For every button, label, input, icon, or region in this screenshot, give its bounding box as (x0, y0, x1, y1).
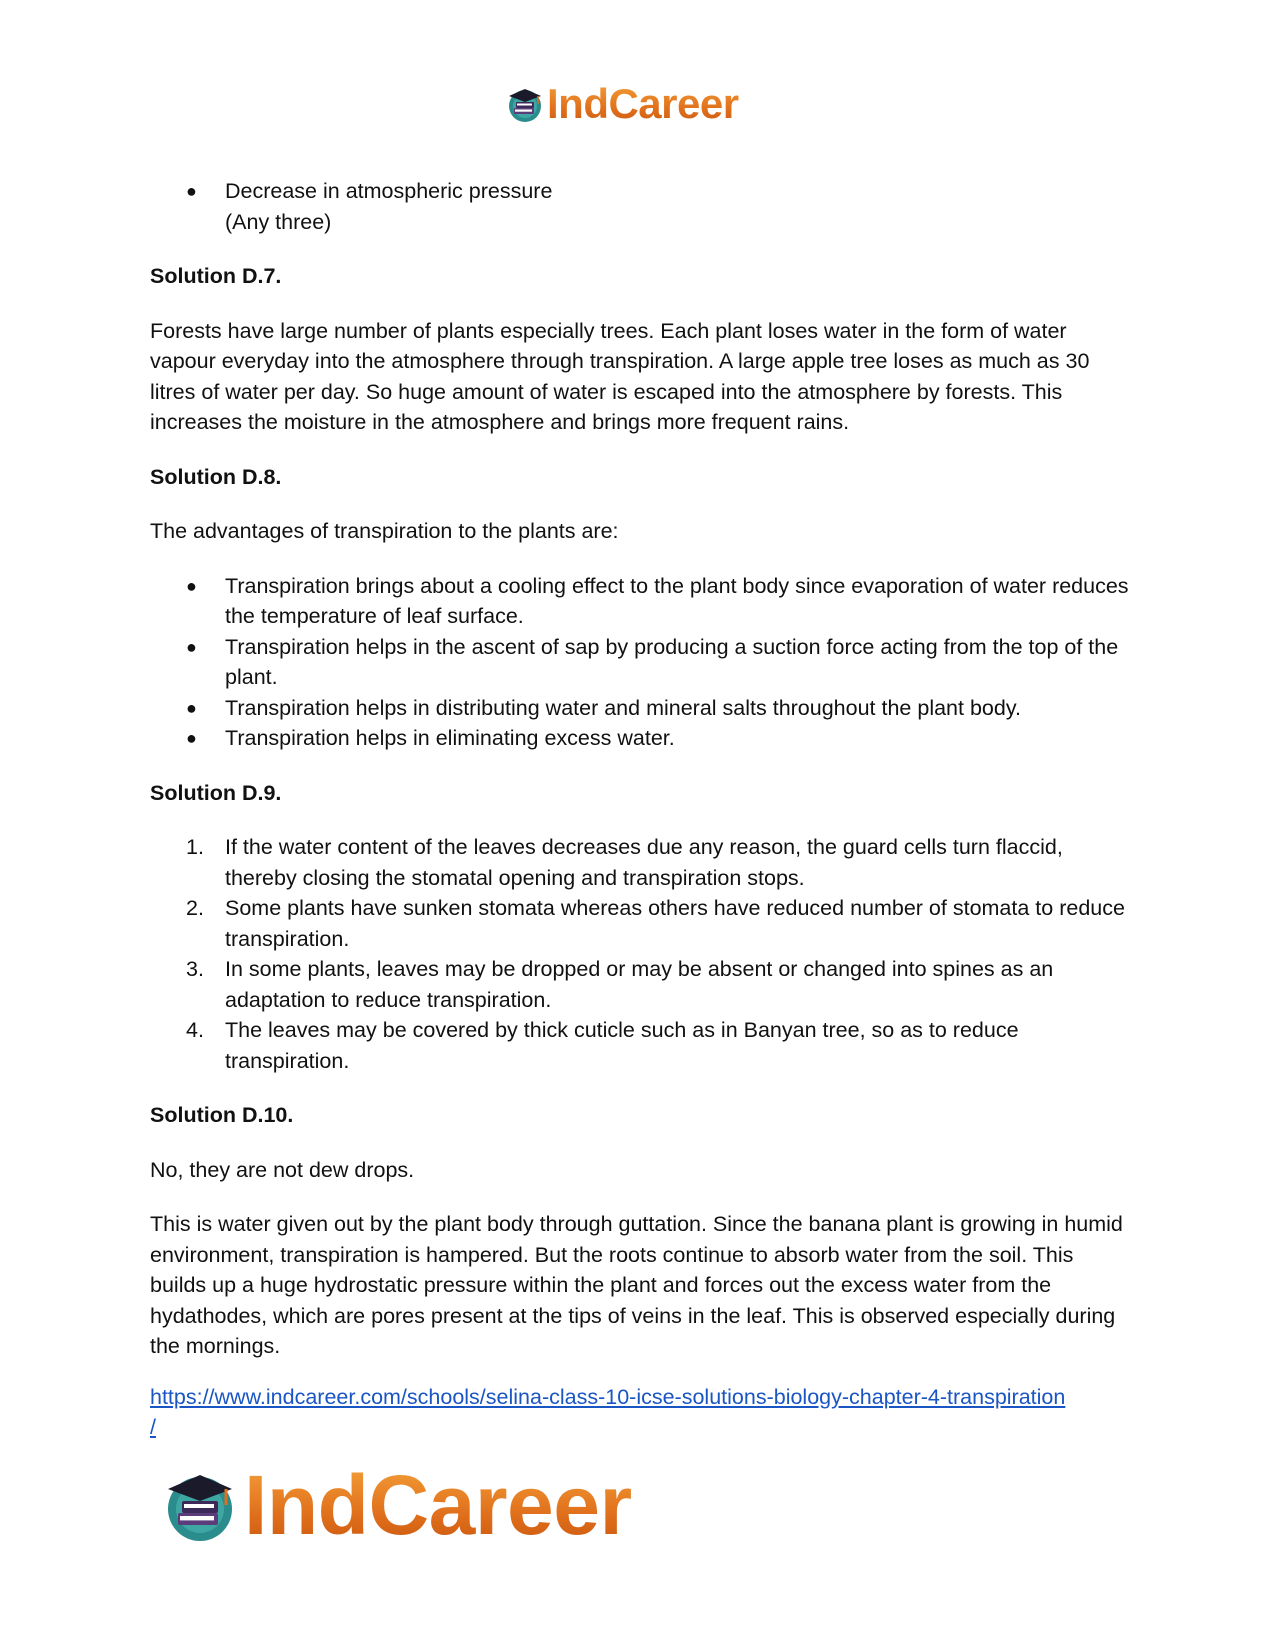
paragraph-d7: Forests have large number of plants especially trees. Each plant loses water in the form of water vapour everyday into the atmosphere through transpiration. A large apple tree loses as much as 30 litres of water per day. So huge amount of water is escaped into the atmosphere by forests. This increases the moisture in the atmosphere and brings more frequent rains. (150, 318, 1090, 434)
list-item-text: Some plants have sunken stomata whereas others have reduced number of stomata to reduce transpiration. (225, 896, 1125, 951)
header-logo-text: IndCareer (547, 80, 739, 127)
heading-solution-d8: Solution D.8. (150, 464, 282, 489)
list-number: 1. (186, 835, 204, 859)
list-item (150, 176, 1130, 207)
bullet-icon: ● (186, 728, 197, 748)
list-item-text: Decrease in atmospheric pressure (225, 179, 553, 203)
bullet-icon: ● (186, 181, 197, 201)
list-item-text: Transpiration helps in the ascent of sap by producing a suction force acting from the top of the plant. (225, 634, 1119, 689)
any-three-note: (Any three) (225, 209, 332, 234)
list-item (150, 723, 1130, 754)
graduation-cap-icon (505, 84, 545, 124)
list-item-text: If the water content of the leaves decreases due any reason, the guard cells turn flaccid, thereby closing the stomatal opening and transpiration stops. (225, 835, 1063, 890)
source-link-line-1: https://www.indcareer.com/schools/selina-class-10-icse-solutions-biology-chapter-4-transpiration (150, 1384, 1066, 1409)
document-content (150, 176, 1130, 1443)
advantages-list (150, 571, 1130, 754)
header-logo (505, 80, 739, 128)
source-link-line-2: / (150, 1415, 156, 1439)
list-item (150, 1015, 1130, 1076)
graduation-cap-icon (160, 1465, 240, 1545)
bullet-icon: ● (186, 697, 197, 718)
list-item-text: Transpiration helps in eliminating excess water. (225, 726, 675, 750)
intro-d8: The advantages of transpiration to the plants are: (150, 519, 619, 543)
list-item-text: Transpiration brings about a cooling effect to the plant body since evaporation of water reduces the temperature of leaf surface. (225, 573, 1129, 628)
list-item-text: The leaves may be covered by thick cuticle such as in Banyan tree, so as to reduce transpiration. (225, 1018, 1019, 1073)
source-link[interactable] (150, 1382, 1130, 1443)
list-number: 3. (186, 957, 204, 981)
top-bullet-list (150, 176, 1130, 207)
list-item (150, 632, 1130, 693)
heading-solution-d10: Solution D.10. (150, 1103, 294, 1127)
list-item (150, 954, 1130, 1015)
list-number: 2. (186, 896, 204, 920)
footer-logo (160, 1460, 632, 1550)
list-item (150, 693, 1130, 724)
footer-logo-text: IndCareer (244, 1458, 632, 1552)
paragraph-d10-2: This is water given out by the plant body through guttation. Since the banana plant is growing in humid environment, transpiration is hampered. But the roots continue to absorb water from the soil. This builds up a huge hydrostatic pressure within the plant and forces out the excess water from the hydathodes, which are pores present at the tips of veins in the leaf. This is observed especially during the mornings. (150, 1212, 1123, 1358)
list-item-text: Transpiration helps in distributing water and mineral salts throughout the plant body. (225, 695, 1021, 720)
bullet-icon: ● (186, 575, 197, 596)
heading-solution-d7: Solution D.7. (150, 264, 282, 288)
list-number: 4. (186, 1018, 204, 1042)
list-item (150, 832, 1130, 893)
paragraph-d10-1: No, they are not dew drops. (150, 1157, 415, 1182)
list-item (150, 893, 1130, 954)
bullet-icon: ● (186, 636, 197, 657)
numbered-list-d9 (150, 832, 1130, 1076)
list-item (150, 571, 1130, 632)
heading-solution-d9: Solution D.9. (150, 780, 282, 805)
list-item-text: In some plants, leaves may be dropped or may be absent or changed into spines as an adaptation to reduce transpiration. (225, 957, 1054, 1012)
